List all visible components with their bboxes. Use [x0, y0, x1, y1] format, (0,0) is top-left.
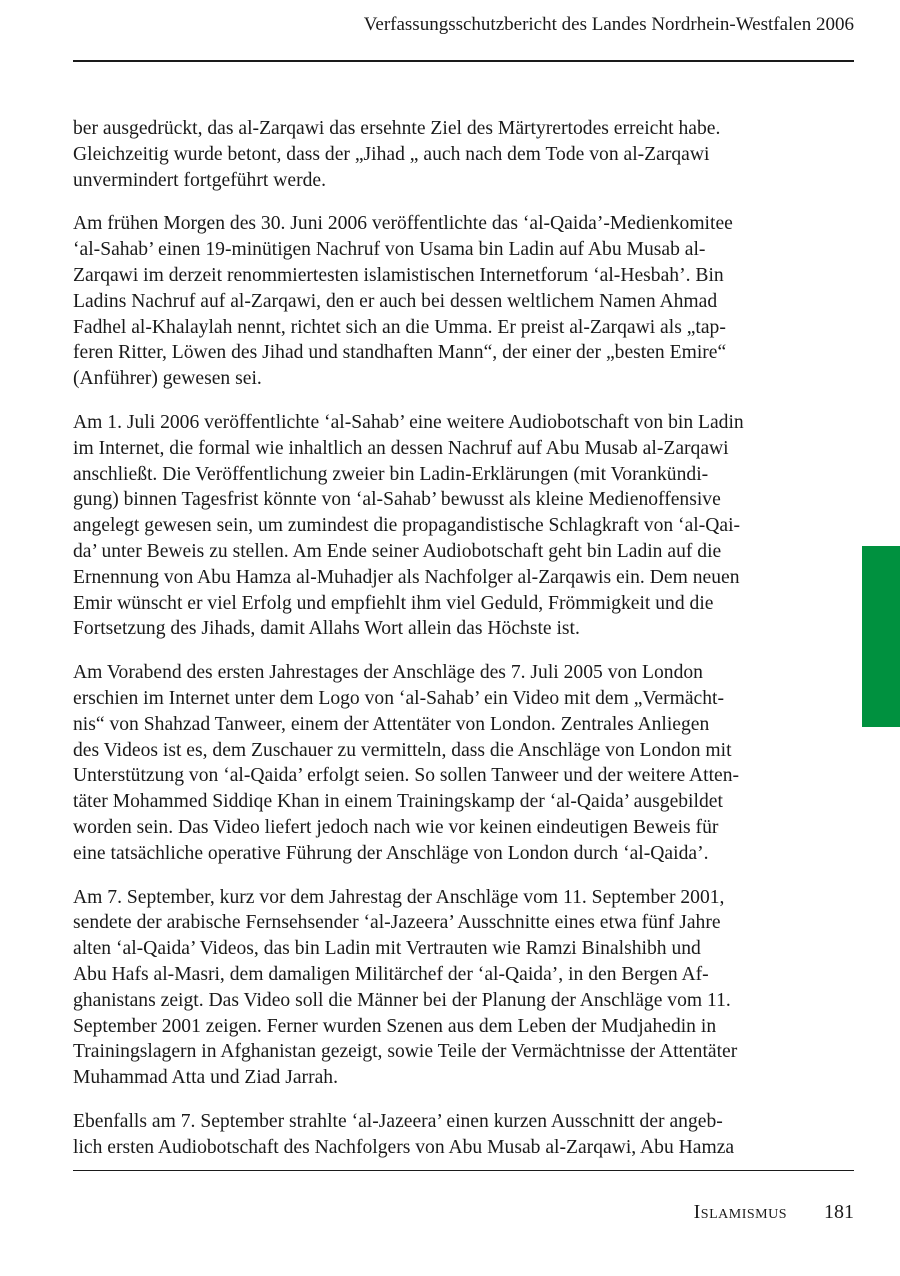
text-line: lich ersten Audiobotschaft des Nachfolgers von Abu Musab al-Zarqawi, Abu Hamza — [73, 1136, 735, 1158]
paragraph — [73, 211, 813, 392]
text-line: da’ unter Beweis zu stellen. Am Ende seiner Audiobotschaft geht bin Ladin auf die — [73, 540, 722, 562]
text-line: angelegt gewesen sein, um zumindest die propagandistische Schlagkraft von ‘al-Qai- — [73, 515, 741, 537]
running-header-title: Verfassungsschutzbericht des Landes Nordrhein-Westfalen 2006 — [363, 14, 854, 35]
text-line: gung) binnen Tagesfrist könnte von ‘al-Sahab’ bewusst als kleine Medienoffensive — [73, 489, 721, 511]
text-line: Ernennung von Abu Hamza al-Muhadjer als Nachfolger al-Zarqawis ein. Dem neuen — [73, 566, 740, 588]
text-line: Fadhel al-Khalaylah nennt, richtet sich an die Umma. Er preist al-Zarqawi als „tap- — [73, 316, 726, 338]
text-line: Muhammad Atta und Ziad Jarrah. — [73, 1067, 338, 1089]
text-line: täter Mohammed Siddiqe Khan in einem Trainingskamp der ‘al-Qaida’ ausgebildet — [73, 791, 723, 813]
paragraph — [73, 116, 813, 193]
text-line: Abu Hafs al-Masri, dem damaligen Militärchef der ‘al-Qaida’, in den Bergen Af- — [73, 963, 709, 985]
paragraph — [73, 1109, 813, 1161]
text-line: Am frühen Morgen des 30. Juni 2006 veröffentlichte das ‘al-Qaida’-Medienkomitee — [73, 213, 733, 235]
text-line: Fortsetzung des Jihads, damit Allahs Wort allein das Höchste ist. — [73, 618, 580, 640]
text-line: (Anführer) gewesen sei. — [73, 368, 262, 390]
text-line: anschließt. Die Veröffentlichung zweier bin Ladin-Erklärungen (mit Vorankündi- — [73, 463, 709, 485]
footer-rule — [73, 1170, 854, 1171]
text-line: unvermindert fortgeführt werde. — [73, 169, 326, 191]
text-line: erschien im Internet unter dem Logo von ‘al-Sahab’ ein Video mit dem „Vermächt- — [73, 687, 725, 709]
text-line: September 2001 zeigen. Ferner wurden Szenen aus dem Leben der Mudjahedin in — [73, 1015, 717, 1037]
text-line: Am Vorabend des ersten Jahrestages der Anschläge des 7. Juli 2005 von London — [73, 662, 703, 684]
text-line: ghanistans zeigt. Das Video soll die Männer bei der Planung der Anschläge vom 11. — [73, 989, 731, 1011]
paragraph — [73, 660, 813, 866]
text-line: Emir wünscht er viel Erfolg und empfiehlt ihm viel Geduld, Frömmigkeit und die — [73, 592, 714, 614]
text-line: ber ausgedrückt, das al-Zarqawi das ersehnte Ziel des Märtyrertodes erreicht habe. — [73, 118, 721, 139]
text-line: ‘al-Sahab’ einen 19-minütigen Nachruf von Usama bin Ladin auf Abu Musab al- — [73, 239, 706, 261]
text-line: des Videos ist es, dem Zuschauer zu vermitteln, dass die Anschläge von London mit — [73, 739, 732, 761]
paragraph — [73, 885, 813, 1091]
text-line: Am 1. Juli 2006 veröffentlichte ‘al-Sahab’ eine weitere Audiobotschaft von bin Ladin — [73, 411, 744, 433]
text-line: Ladins Nachruf auf al-Zarqawi, den er auch bei dessen weltlichem Namen Ahmad — [73, 290, 718, 312]
text-line: Ebenfalls am 7. September strahlte ‘al-Jazeera’ einen kurzen Ausschnitt der angeb- — [73, 1110, 723, 1132]
page-number: 181 — [824, 1201, 854, 1223]
text-line: sendete der arabische Fernsehsender ‘al-Jazeera’ Ausschnitte eines etwa fünf Jahre — [73, 912, 721, 934]
text-line: feren Ritter, Löwen des Jihad und standhaften Mann“, der einer der „besten Emire“ — [73, 342, 727, 364]
text-line: worden sein. Das Video liefert jedoch nach wie vor keinen eindeutigen Beweis für — [73, 816, 719, 838]
text-line: Trainingslagern in Afghanistan gezeigt, sowie Teile der Vermächtnisse der Attentäter — [73, 1041, 738, 1063]
text-line: nis“ von Shahzad Tanweer, einem der Attentäter von London. Zentrales Anliegen — [73, 713, 710, 735]
text-line: Gleichzeitig wurde betont, dass der „Jihad „ auch nach dem Tode von al-Zarqawi — [73, 143, 710, 165]
section-label: Islamismus — [693, 1201, 787, 1223]
paragraph — [73, 410, 813, 642]
text-line: Am 7. September, kurz vor dem Jahrestag der Anschläge vom 11. September 2001, — [73, 886, 725, 908]
page-footer — [694, 1199, 854, 1225]
section-thumb-tab — [862, 546, 900, 727]
text-line: eine tatsächliche operative Führung der Anschläge von London durch ‘al-Qaida’. — [73, 842, 709, 864]
text-line: alten ‘al-Qaida’ Videos, das bin Ladin mit Vertrauten wie Ramzi Binalshibh und — [73, 938, 701, 960]
text-line: Zarqawi im derzeit renommiertesten islamistischen Internetforum ‘al-Hesbah’. Bin — [73, 264, 724, 286]
body-text — [73, 116, 813, 1178]
text-line: im Internet, die formal wie inhaltlich an dessen Nachruf auf Abu Musab al-Zarqawi — [73, 437, 729, 459]
header-rule — [73, 60, 854, 62]
text-line: Unterstützung von ‘al-Qaida’ erfolgt seien. So sollen Tanweer und der weitere Atten- — [73, 765, 740, 787]
